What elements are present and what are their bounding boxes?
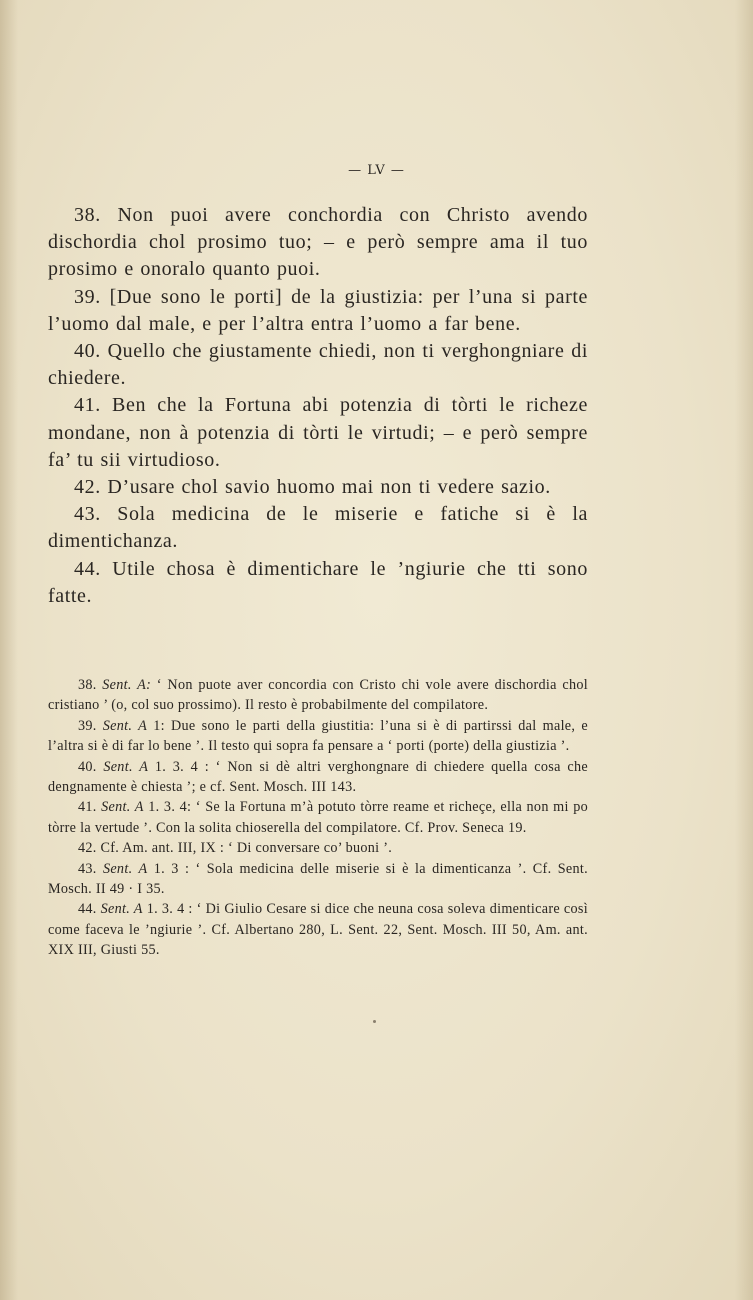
note-text: : Due sono le parti della giustitia: l’una si è di partirssi dal male, e l’altra si è di far lo bene ’. Il testo qui sopra fa pensare a ‘ porti (porte) della giustizia ’. — [48, 717, 588, 755]
note-ref: 1. 3 — [153, 860, 179, 877]
note-source: Sent. A — [102, 860, 148, 877]
maxim-text: Non puoi avere conchordia con Christo avendo dischordia chol prosimo tuo; – e però sempre ama il tuo prosimo e onoralo quanto puoi. — [48, 204, 588, 281]
maxim-text: Ben che la Fortuna abi potenzia di tòrti le richeze mondane, non à potenzia di tòrti le virtudi; – e però sempre fa’ tu sii virtudioso. — [48, 394, 588, 471]
note-text: ‘ Non puote aver concordia con Cristo chi vole avere dischordia chol cristiano ’ (o, col suo prossimo). Il resto è probabilmente del compilatore. — [48, 677, 588, 714]
note-ref: 1. 3. 4 — [148, 799, 188, 816]
note-source: Sent. A — [102, 717, 148, 734]
note-text: : ‘ Non si dè altri verghongnare di chiedere quella cosa che dengnamente è chiesta ’; e cf. Sent. Mosch. III 143. — [48, 758, 588, 796]
note-39 — [48, 716, 588, 757]
note-number: 39. — [78, 717, 97, 734]
note-38 — [48, 675, 588, 716]
maxim-number: 39. — [74, 285, 101, 308]
note-40 — [48, 757, 588, 798]
maxim-number: 38. — [74, 204, 101, 226]
note-source: Sent. A — [101, 799, 144, 816]
note-text: : ‘ Di Giulio Cesare si dice che neuna cosa soleva dimenticare così come faceva le ’ngiurie ’. Cf. Albertano 280, L. Sent. 22, Sent. Mosch. III 50, Am. ant. XIX III, Giusti 55. — [48, 901, 588, 959]
note-41 — [48, 797, 588, 838]
note-number: 42. — [78, 840, 97, 857]
note-ref: 1. 3. 4 — [146, 901, 185, 918]
maxim-text: D’usare chol savio huomo mai non ti vedere sazio. — [107, 476, 551, 499]
note-ref: 1. 3. 4 — [154, 758, 199, 775]
maxims-section — [48, 202, 588, 610]
maxim-number: 42. — [74, 476, 101, 499]
note-42 — [48, 838, 588, 858]
note-number: 44. — [78, 901, 97, 918]
maxim-number: 41. — [74, 394, 101, 417]
note-number: 43. — [78, 860, 97, 877]
maxim-44 — [48, 556, 588, 610]
note-text: Am. ant. III, IX : ‘ Di conversare co’ buoni ’. — [122, 840, 393, 857]
maxim-text: Quello che giustamente chiedi, non ti verghongniare di chiedere. — [48, 340, 588, 390]
maxim-41 — [48, 392, 588, 474]
note-ref: 1 — [153, 717, 161, 734]
note-number: 41. — [78, 799, 97, 816]
note-source: Sent. A: — [102, 677, 152, 693]
ink-dot — [373, 1020, 376, 1023]
page-edge-shadow-left — [0, 0, 18, 1300]
note-source: Sent. A — [103, 758, 149, 775]
maxim-42 — [48, 474, 588, 501]
page-edge-shadow-right — [735, 0, 753, 1300]
note-source: Sent. A — [100, 901, 143, 918]
page-number: — LV — — [348, 163, 405, 178]
maxim-43 — [48, 501, 588, 555]
maxim-38 — [48, 202, 588, 284]
page-header — [0, 163, 753, 178]
footnotes-section — [48, 675, 588, 961]
note-44 — [48, 899, 588, 960]
note-43 — [48, 859, 588, 900]
note-text: : ‘ Sola medicina delle miserie si è la dimenticanza ’. Cf. Sent. Mosch. II 49 · I 35. — [48, 860, 588, 898]
maxim-39 — [48, 284, 588, 338]
note-source: Cf. — [100, 840, 120, 857]
note-number: 40. — [78, 758, 97, 775]
maxim-text: Sola medicina de le miserie e fatiche si è la dimentichanza. — [48, 503, 588, 553]
maxim-number: 43. — [74, 503, 101, 526]
note-number: 38. — [78, 677, 97, 693]
maxim-text: Utile chosa è dimentichare le ’ngiurie che tti sono fatte. — [48, 557, 588, 607]
maxim-text: [Due sono le porti] de la giustizia: per l’una si parte l’uomo dal male, e per l’altra entra l’uomo a far bene. — [48, 285, 589, 335]
maxim-40 — [48, 338, 588, 392]
note-text: : ‘ Se la Fortuna m’à potuto tòrre reame et richeçe, ella non mi po tòrre la vertude ’. Con la solita chioserella del compilatore. Cf. Prov. Seneca 19. — [48, 799, 588, 836]
maxim-number: 44. — [74, 557, 101, 580]
maxim-number: 40. — [74, 340, 101, 363]
